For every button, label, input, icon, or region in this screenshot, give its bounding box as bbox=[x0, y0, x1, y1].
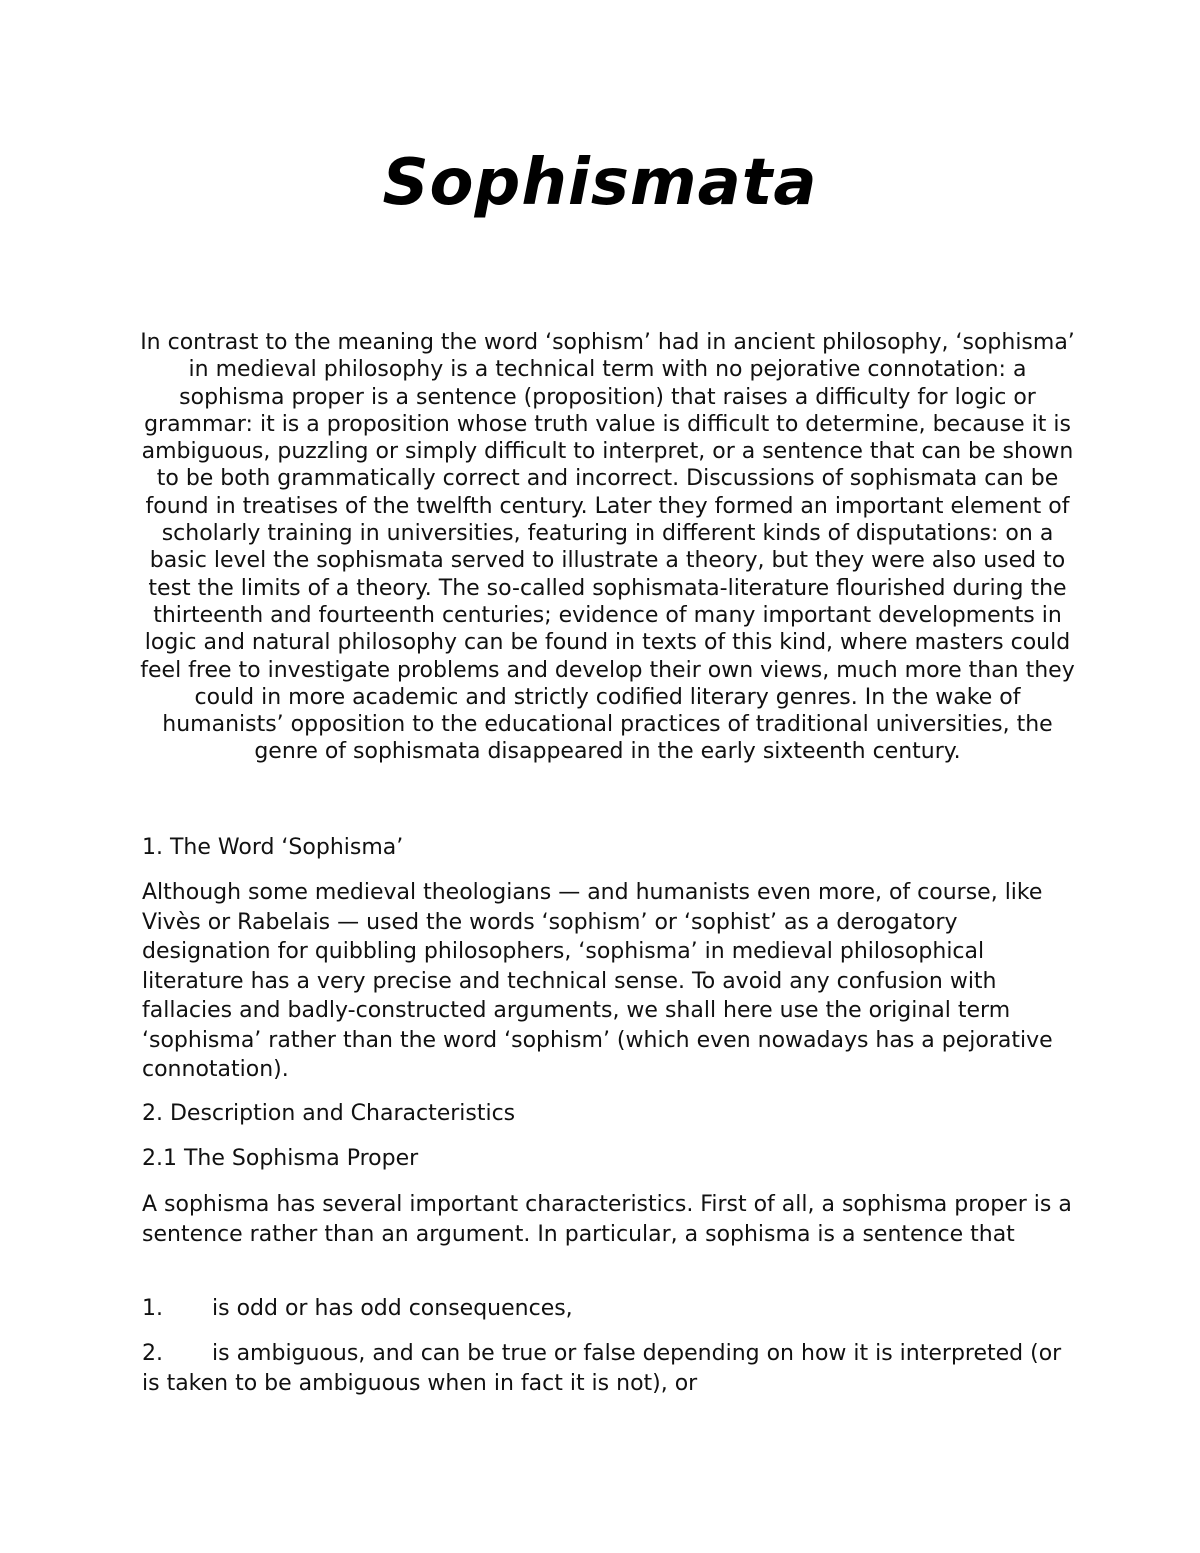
section-1-heading: 1. The Word ‘Sophisma’ bbox=[142, 835, 404, 860]
section-2-1-heading: 2.1 The Sophisma Proper bbox=[142, 1146, 419, 1171]
list-item-number: 1. bbox=[142, 1296, 163, 1321]
list-item bbox=[142, 1339, 1077, 1398]
section-1-paragraph: Although some medieval theologians — and humanists even more, of course, like Vivès or Rabelais — used the words ‘sophism’ or ‘sophist’ as a derogatory designation for quibbling philosophers, ‘sophisma’ in medieval philosophical literature has a very precise and technical sense. To avoid any confusion with fallacies and badly-constructed arguments, we shall here use the original term ‘sophisma’ rather than the word ‘sophism’ (which even nowadays has a pejorative connotation). bbox=[142, 880, 1053, 1082]
list-item-number: 2. bbox=[142, 1341, 163, 1366]
list-item-text: is odd or has odd consequences, bbox=[212, 1296, 573, 1321]
abstract-paragraph: In contrast to the meaning the word ‘sophism’ had in ancient philosophy, ‘sophisma’ in medieval philosophy is a technical term with no pejorative connotation: a sophisma proper is a sentence (proposition) that raises a difficulty for logic or grammar: it is a proposition whose truth value is difficult to determine, because it is ambiguous, puzzling or simply difficult to interpret, or a sentence that can be shown to be both grammatically correct and incorrect. Discussions of sophismata can be found in treatises of the twelfth century. Later they formed an important element of scholarly training in universities, featuring in different kinds of disputations: on a basic level the sophismata served to illustrate a theory, but they were also used to test the limits of a theory. The so-called sophismata-literature flourished during the thirteenth and fourteenth centuries; evidence of many important developments in logic and natural philosophy can be found in texts of this kind, where masters could feel free to investigate problems and develop their own views, much more than they could in more academic and strictly codified literary genres. In the wake of humanists’ opposition to the educational practices of traditional universities, the genre of sophismata disappeared in the early sixteenth century. bbox=[140, 330, 1075, 765]
document-title: Sophismata bbox=[382, 146, 818, 220]
list-item-text: is ambiguous, and can be true or false depending on how it is interpreted (or is taken to be ambiguous when in fact it is not), or bbox=[142, 1341, 1062, 1396]
section-2-heading: 2. Description and Characteristics bbox=[142, 1101, 516, 1126]
list-item bbox=[142, 1294, 1077, 1324]
section-2-1-paragraph: A sophisma has several important characteristics. First of all, a sophisma proper is a sentence rather than an argument. In particular, a sophisma is a sentence that bbox=[142, 1192, 1072, 1247]
